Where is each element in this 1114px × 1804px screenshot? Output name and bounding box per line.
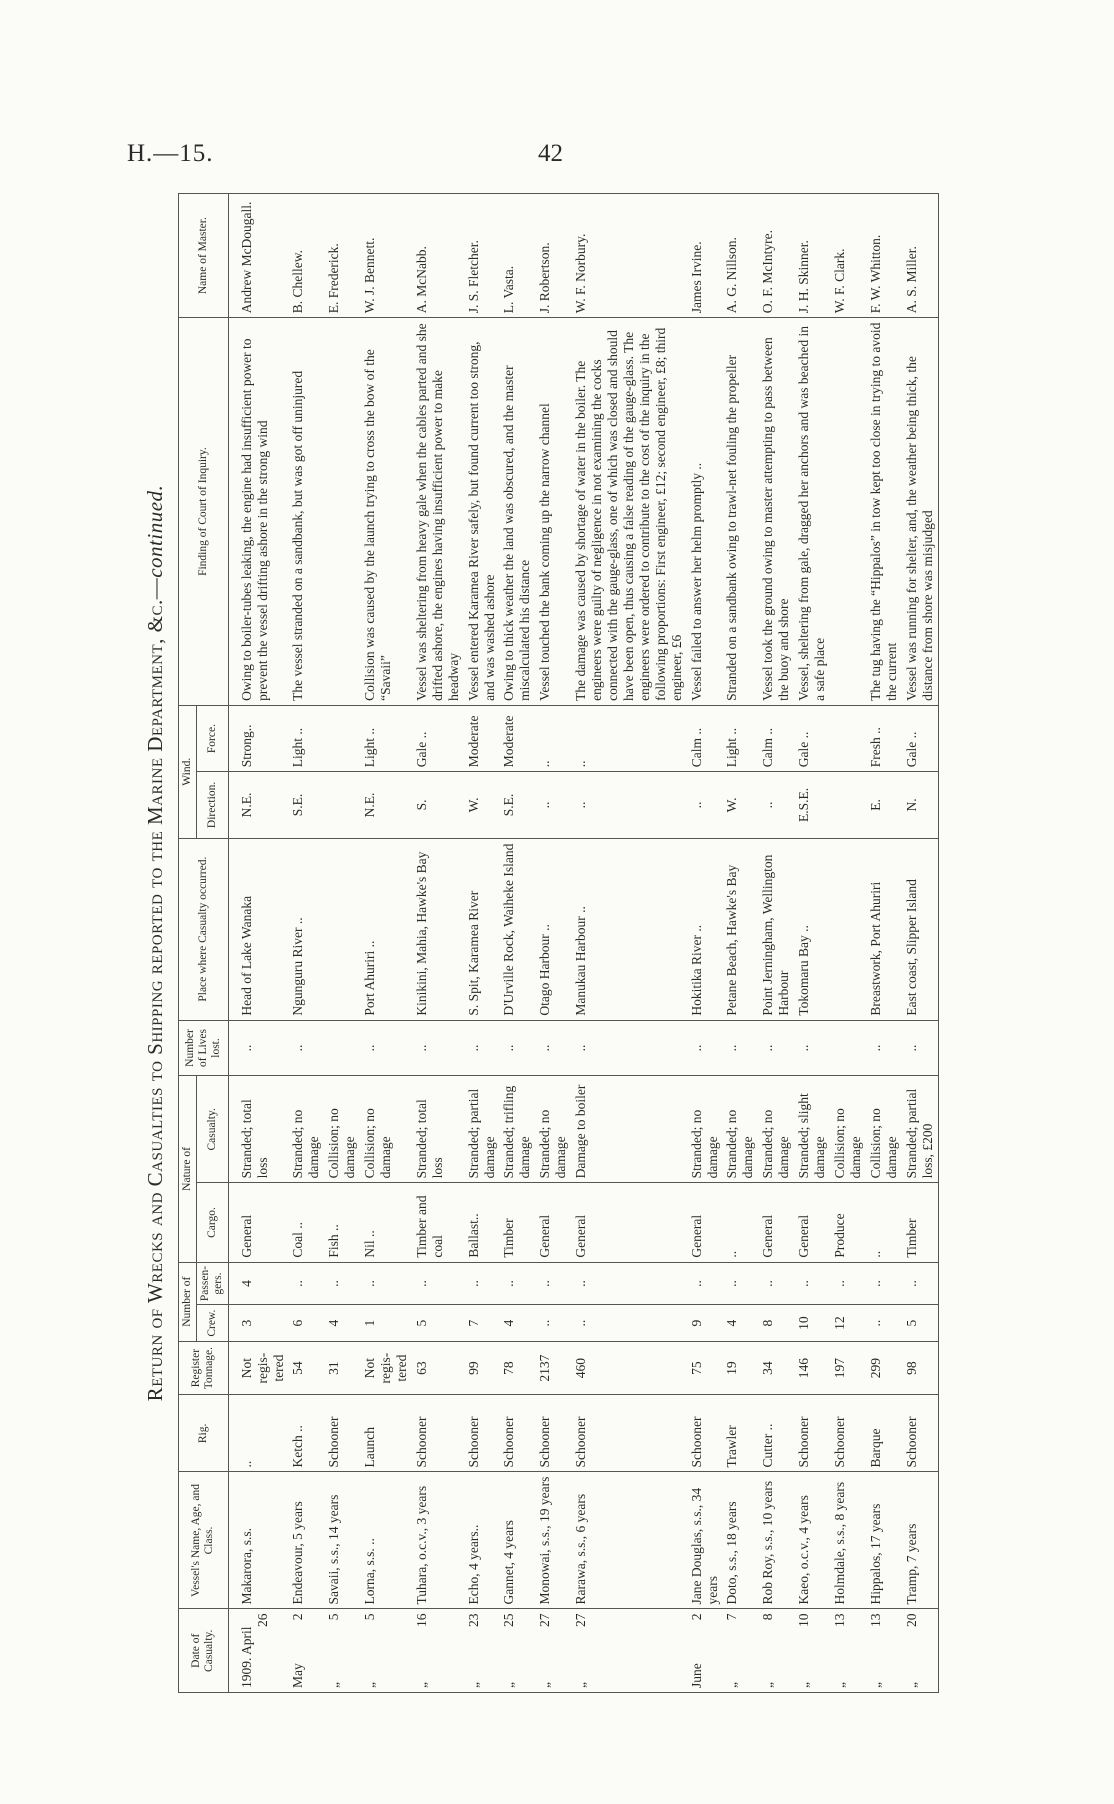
rig: Trawler	[722, 1395, 758, 1472]
lives-lost: ..	[902, 1020, 938, 1076]
tonnage: 98	[902, 1341, 938, 1395]
court-finding: Vessel touched the bank coming up the narrow channel	[535, 318, 571, 706]
wind-direction	[324, 772, 360, 838]
wind-force: Moderate	[499, 705, 535, 771]
tonnage: 31	[324, 1341, 360, 1395]
crew-count: 4	[499, 1305, 535, 1341]
wind-direction: N.E.	[228, 772, 288, 838]
passenger-count: ..	[360, 1262, 412, 1305]
lives-lost: ..	[866, 1020, 902, 1076]
place: Otago Harbour ..	[535, 838, 571, 1020]
date-day: 13	[867, 1613, 883, 1627]
cargo: General	[758, 1183, 794, 1262]
court-finding: The damage was caused by shortage of water in the boiler. The engineers were guilty of negligence in not examining the cocks connected with the gauge-glass, one of which was closed and should have been open, thus causing a false reading of the gauge-glass. The engineers were ordered to contribute to the cost of the inquiry in the following proportions: First engineer, £12; second engineer, £8; third engineer, £6	[571, 318, 686, 706]
cargo: General	[687, 1183, 723, 1262]
date-day: 10	[796, 1613, 812, 1627]
lives-lost: ..	[464, 1020, 500, 1076]
date-month: „	[326, 1682, 342, 1688]
tonnage: 460	[571, 1341, 686, 1395]
date-day: 16	[413, 1613, 429, 1627]
cargo: ..	[722, 1183, 758, 1262]
master-name: L. Vasta.	[499, 194, 535, 318]
wind-force: Light ..	[722, 705, 758, 771]
master-name: J. Robertson.	[535, 194, 571, 318]
court-finding: Vessel, sheltering from gale, dragged her anchors and was beached in a safe place	[794, 318, 830, 706]
date-month: June	[688, 1663, 704, 1688]
vessel-name: Hippalos, 17 years	[866, 1472, 902, 1609]
lives-lost: ..	[412, 1020, 464, 1076]
casualty: Stranded; trifling damage	[499, 1076, 535, 1183]
wind-force: Moderate	[464, 705, 500, 771]
date-day: 26	[254, 1613, 270, 1627]
title-continued: continued.	[143, 484, 167, 578]
tonnage: 63	[412, 1341, 464, 1395]
cargo: Timber	[499, 1183, 535, 1262]
vessel-name: Makarora, s.s.	[228, 1472, 288, 1609]
master-name: B. Chellew.	[288, 194, 324, 318]
date-day: 8	[760, 1613, 776, 1621]
master-name: A. G. Nillson.	[722, 194, 758, 318]
tonnage: Not regis-tered	[360, 1341, 412, 1395]
lives-lost: ..	[571, 1020, 686, 1076]
rig: Schooner	[499, 1395, 535, 1472]
table-row	[228, 194, 288, 1693]
date-cell	[687, 1609, 723, 1693]
crew-count: 8	[758, 1305, 794, 1341]
date-month: „	[724, 1682, 740, 1688]
lives-lost: ..	[722, 1020, 758, 1076]
table-row	[464, 194, 500, 1693]
rig: Schooner	[687, 1395, 723, 1472]
wind-direction	[830, 772, 866, 838]
rig: Schooner	[535, 1395, 571, 1472]
rig: ..	[228, 1395, 288, 1472]
date-month: „	[760, 1682, 776, 1688]
date-cell	[412, 1609, 464, 1693]
casualty: Stranded; no damage	[535, 1076, 571, 1183]
date-cell	[902, 1609, 938, 1693]
vessel-name: Holmdale, s.s., 8 years	[830, 1472, 866, 1609]
crew-count: 3	[228, 1305, 288, 1341]
date-cell	[866, 1609, 902, 1693]
place: Manukau Harbour ..	[571, 838, 686, 1020]
wind-direction: ..	[758, 772, 794, 838]
date-month: „	[903, 1682, 919, 1688]
passenger-count: ..	[902, 1262, 938, 1305]
header-finding: Finding of Court of Inquiry.	[179, 318, 229, 706]
place	[324, 838, 360, 1020]
casualty: Stranded; partial damage	[464, 1076, 500, 1183]
tonnage: 75	[687, 1341, 723, 1395]
wind-direction: ..	[571, 772, 686, 838]
court-finding: The tug having the “Hippalos” in tow kept too close in trying to avoid the current	[866, 318, 902, 706]
wind-direction: N.	[902, 772, 938, 838]
date-cell	[571, 1609, 686, 1693]
master-name: J. H. Skinner.	[794, 194, 830, 318]
wind-direction: S.	[412, 772, 464, 838]
wind-direction: ..	[687, 772, 723, 838]
crew-count: 7	[464, 1305, 500, 1341]
vessel-name: Doto, s.s., 18 years	[722, 1472, 758, 1609]
vessel-name: Tramp, 7 years	[902, 1472, 938, 1609]
wind-direction: E.S.E.	[794, 772, 830, 838]
crew-count: 4	[722, 1305, 758, 1341]
date-day: 25	[501, 1613, 517, 1627]
page-number: 42	[538, 140, 563, 167]
date-month: 1909. April	[238, 1626, 254, 1688]
cargo: General	[228, 1183, 288, 1262]
lives-lost	[324, 1020, 360, 1076]
crew-count: 9	[687, 1305, 723, 1341]
master-name: W. J. Bennett.	[360, 194, 412, 318]
tonnage: 19	[722, 1341, 758, 1395]
date-cell	[324, 1609, 360, 1693]
wind-force	[830, 705, 866, 771]
court-finding: Collision was caused by the launch trying to cross the bow of the “Savaii”	[360, 318, 412, 706]
date-day: 13	[832, 1613, 847, 1627]
crew-count: 5	[412, 1305, 464, 1341]
rig: Cutter ..	[758, 1395, 794, 1472]
date-day: 27	[537, 1613, 553, 1627]
rig: Schooner	[324, 1395, 360, 1472]
date-day: 2	[688, 1613, 704, 1621]
passenger-count: ..	[830, 1262, 866, 1305]
lives-lost: ..	[535, 1020, 571, 1076]
master-name: F. W. Whitton.	[866, 194, 902, 318]
header-direction: Direction.	[197, 772, 228, 838]
table-row	[360, 194, 412, 1693]
vessel-name: Kaeo, o.c.v., 4 years	[794, 1472, 830, 1609]
place: Port Ahuriri ..	[360, 838, 412, 1020]
date-cell	[499, 1609, 535, 1693]
cargo: Produce	[830, 1183, 866, 1262]
passenger-count: ..	[866, 1262, 902, 1305]
casualty: Collision; no damage	[360, 1076, 412, 1183]
lives-lost: ..	[687, 1020, 723, 1076]
cargo: General	[794, 1183, 830, 1262]
lives-lost: ..	[499, 1020, 535, 1076]
date-month: „	[796, 1682, 812, 1688]
rig: Schooner	[464, 1395, 500, 1472]
crew-count: 10	[794, 1305, 830, 1341]
header-number-of: Number of	[179, 1262, 197, 1341]
passenger-count: ..	[535, 1262, 571, 1305]
table-row	[324, 194, 360, 1693]
place: Hokitika River ..	[687, 838, 723, 1020]
cargo: ..	[866, 1183, 902, 1262]
vessel-name: Endeavour, 5 years	[288, 1472, 324, 1609]
wind-force: Light ..	[360, 705, 412, 771]
date-cell	[228, 1609, 288, 1693]
passenger-count: ..	[794, 1262, 830, 1305]
vessel-name: Jane Douglas, s.s., 34 years	[687, 1472, 723, 1609]
lives-lost: ..	[228, 1020, 288, 1076]
wind-force: Gale ..	[794, 705, 830, 771]
passenger-count: ..	[722, 1262, 758, 1305]
crew-count: 1	[360, 1305, 412, 1341]
passenger-count: ..	[464, 1262, 500, 1305]
header-vessel: Vessel's Name, Age, and Class.	[179, 1472, 229, 1609]
vessel-name: Echo, 4 years..	[464, 1472, 500, 1609]
table-row	[571, 194, 686, 1693]
place: D'Urville Rock, Waiheke Island	[499, 838, 535, 1020]
lives-lost: ..	[288, 1020, 324, 1076]
header-rig: Rig.	[179, 1395, 229, 1472]
table-row	[794, 194, 830, 1693]
crew-count: ..	[866, 1305, 902, 1341]
wind-direction: S.E.	[499, 772, 535, 838]
header-casualty: Casualty.	[197, 1076, 228, 1183]
header-nature-of: Nature of	[179, 1076, 197, 1262]
casualty-table	[178, 193, 939, 1693]
table-row	[535, 194, 571, 1693]
wind-direction: W.	[722, 772, 758, 838]
wind-force: Calm ..	[687, 705, 723, 771]
tonnage: 2137	[535, 1341, 571, 1395]
casualty: Stranded; no damage	[288, 1076, 324, 1183]
master-name: E. Frederick.	[324, 194, 360, 318]
crew-count: 4	[324, 1305, 360, 1341]
wind-direction: N.E.	[360, 772, 412, 838]
table-row	[902, 194, 938, 1693]
casualty: Collision; no damage	[866, 1076, 902, 1183]
date-month: „	[413, 1682, 429, 1688]
date-month: „	[362, 1682, 378, 1688]
date-cell	[722, 1609, 758, 1693]
cargo: Ballast..	[464, 1183, 500, 1262]
crew-count: 5	[902, 1305, 938, 1341]
crew-count: 12	[830, 1305, 866, 1341]
date-cell	[360, 1609, 412, 1693]
crew-count: 6	[288, 1305, 324, 1341]
cargo: Timber	[902, 1183, 938, 1262]
rotated-table-page	[132, 193, 987, 1693]
date-cell	[288, 1609, 324, 1693]
master-name: J. S. Fletcher.	[464, 194, 500, 318]
wind-force: Light ..	[288, 705, 324, 771]
rig: Launch	[360, 1395, 412, 1472]
master-name: W. F. Clark.	[830, 194, 866, 318]
place: S. Spit, Karamea River	[464, 838, 500, 1020]
wind-force: Calm ..	[758, 705, 794, 771]
date-day: 27	[573, 1613, 589, 1627]
wind-force: Gale ..	[412, 705, 464, 771]
page-reference: H.—15.	[127, 140, 214, 167]
casualty: Collision; no damage	[324, 1076, 360, 1183]
date-cell	[794, 1609, 830, 1693]
wind-force: ..	[571, 705, 686, 771]
header-place: Place where Casualty occurred.	[179, 838, 229, 1020]
casualty: Damage to boiler	[571, 1076, 686, 1183]
vessel-name: Tuhara, o.c.v., 3 years	[412, 1472, 464, 1609]
passenger-count: ..	[412, 1262, 464, 1305]
place: East coast, Slipper Island	[902, 838, 938, 1020]
court-finding	[324, 318, 360, 706]
date-cell	[758, 1609, 794, 1693]
date-month: „	[867, 1682, 883, 1688]
master-name: O. F. McIntyre.	[758, 194, 794, 318]
passenger-count: ..	[499, 1262, 535, 1305]
cargo: General	[571, 1183, 686, 1262]
vessel-name: Gannet, 4 years	[499, 1472, 535, 1609]
date-day: 20	[903, 1613, 919, 1627]
tonnage: 299	[866, 1341, 902, 1395]
master-name: James Irvine.	[687, 194, 723, 318]
vessel-name: Monowai, s.s., 19 years	[535, 1472, 571, 1609]
passenger-count: 4	[228, 1262, 288, 1305]
cargo: Nil ..	[360, 1183, 412, 1262]
master-name: W. F. Norbury.	[571, 194, 686, 318]
wind-force: Strong..	[228, 705, 288, 771]
wind-force: Gale ..	[902, 705, 938, 771]
court-finding: Owing to boiler-tubes leaking, the engine had insufficient power to prevent the vessel drifting ashore in the strong wind	[228, 318, 288, 706]
court-finding: Vessel entered Karamea River safely, but found current too strong, and was washed ashore	[464, 318, 500, 706]
casualty: Stranded; total loss	[412, 1076, 464, 1183]
casualty: Stranded; partial loss, £200	[902, 1076, 938, 1183]
court-finding: The vessel stranded on a sandbank, but was got off uninjured	[288, 318, 324, 706]
vessel-name: Savaii, s.s., 14 years	[324, 1472, 360, 1609]
casualty: Stranded; no damage	[687, 1076, 723, 1183]
tonnage: 197	[830, 1341, 866, 1395]
header-wind: Wind.	[179, 705, 197, 838]
table-row	[687, 194, 723, 1693]
place: Petane Beach, Hawke's Bay	[722, 838, 758, 1020]
place	[830, 838, 866, 1020]
casualty: Stranded; slight damage	[794, 1076, 830, 1183]
passenger-count: ..	[288, 1262, 324, 1305]
title-main: Return of Wrecks and Casualties to Shipping reported to the Marine Department, &c.—	[143, 577, 167, 1402]
lives-lost: ..	[360, 1020, 412, 1076]
table-row	[288, 194, 324, 1693]
table-title	[132, 193, 178, 1693]
wind-force	[324, 705, 360, 771]
place: Ngunguru River ..	[288, 838, 324, 1020]
place: Point Jerningham, Wellington Harbour	[758, 838, 794, 1020]
lives-lost	[830, 1020, 866, 1076]
tonnage: 99	[464, 1341, 500, 1395]
wind-direction: ..	[535, 772, 571, 838]
court-finding	[830, 318, 866, 706]
rig: Barque	[866, 1395, 902, 1472]
date-day: 5	[362, 1613, 378, 1621]
rig: Schooner	[794, 1395, 830, 1472]
court-finding: Vessel failed to answer her helm promptly ..	[687, 318, 723, 706]
wind-force: ..	[535, 705, 571, 771]
rig: Schooner	[902, 1395, 938, 1472]
header-cargo: Cargo.	[197, 1183, 228, 1262]
court-finding: Owing to thick weather the land was obscured, and the master miscalculated his distance	[499, 318, 535, 706]
date-cell	[464, 1609, 500, 1693]
date-day: 23	[465, 1613, 481, 1627]
date-month: „	[501, 1682, 517, 1688]
tonnage: 54	[288, 1341, 324, 1395]
master-name: Andrew McDougall.	[228, 194, 288, 318]
date-month: May	[290, 1663, 306, 1688]
court-finding: Vessel was running for shelter, and, the weather being thick, the distance from shore was misjudged	[902, 318, 938, 706]
header-force: Force.	[197, 705, 228, 771]
casualty: Stranded; total loss	[228, 1076, 288, 1183]
place: Tokomaru Bay ..	[794, 838, 830, 1020]
wind-force: Fresh ..	[866, 705, 902, 771]
header-date: Date of Casualty.	[179, 1609, 229, 1693]
lives-lost: ..	[758, 1020, 794, 1076]
court-finding: Vessel took the ground owing to master attempting to pass between the buoy and shore	[758, 318, 794, 706]
passenger-count: ..	[687, 1262, 723, 1305]
date-month: „	[832, 1682, 847, 1688]
table-row	[412, 194, 464, 1693]
tonnage: 34	[758, 1341, 794, 1395]
vessel-name: Rarawa, s.s., 6 years	[571, 1472, 686, 1609]
cargo: Fish ..	[324, 1183, 360, 1262]
rig: Schooner	[412, 1395, 464, 1472]
date-month: „	[537, 1682, 553, 1688]
table-row	[866, 194, 902, 1693]
date-cell	[535, 1609, 571, 1693]
casualty: Stranded; no damage	[758, 1076, 794, 1183]
table-row	[722, 194, 758, 1693]
lives-lost: ..	[794, 1020, 830, 1076]
header-tonnage: Register Tonnage.	[179, 1341, 229, 1395]
cargo: Coal ..	[288, 1183, 324, 1262]
place: Breastwork, Port Ahuriri	[866, 838, 902, 1020]
wind-direction: W.	[464, 772, 500, 838]
table-row	[830, 194, 866, 1693]
passenger-count: ..	[758, 1262, 794, 1305]
cargo: General	[535, 1183, 571, 1262]
court-finding: Stranded on a sandbank owing to trawl-net fouling the propeller	[722, 318, 758, 706]
passenger-count: ..	[571, 1262, 686, 1305]
date-month: „	[573, 1682, 589, 1688]
date-day: 7	[724, 1613, 740, 1621]
date-day: 2	[290, 1613, 306, 1621]
table-body	[228, 194, 938, 1693]
rig: Schooner	[571, 1395, 686, 1472]
table-row	[758, 194, 794, 1693]
tonnage: 78	[499, 1341, 535, 1395]
court-finding: Vessel was sheltering from heavy gale when the cables parted and she drifted ashore, the engines having insufficient power to make headway	[412, 318, 464, 706]
header-lives-lost: Number of Lives lost.	[179, 1020, 229, 1076]
casualty: Collision; no damage	[830, 1076, 866, 1183]
tonnage: Not regis-tered	[228, 1341, 288, 1395]
rig: Schooner	[830, 1395, 866, 1472]
wind-direction: S.E.	[288, 772, 324, 838]
wind-direction: E.	[866, 772, 902, 838]
crew-count: ..	[535, 1305, 571, 1341]
tonnage: 146	[794, 1341, 830, 1395]
cargo: Timber and coal	[412, 1183, 464, 1262]
passenger-count: ..	[324, 1262, 360, 1305]
place: Kinikini, Mahia, Hawke's Bay	[412, 838, 464, 1020]
vessel-name: Lorna, s.s. ..	[360, 1472, 412, 1609]
master-name: A. McNabb.	[412, 194, 464, 318]
table-row	[499, 194, 535, 1693]
date-month: „	[465, 1682, 481, 1688]
header-crew: Crew.	[197, 1305, 228, 1341]
casualty: Stranded; no damage	[722, 1076, 758, 1183]
vessel-name: Rob Roy, s.s., 10 years	[758, 1472, 794, 1609]
header-master: Name of Master.	[179, 194, 229, 318]
date-day: 5	[326, 1613, 342, 1621]
date-cell	[830, 1609, 866, 1693]
header-passengers: Passen-gers.	[197, 1262, 228, 1305]
crew-count: ..	[571, 1305, 686, 1341]
rig: Ketch ..	[288, 1395, 324, 1472]
master-name: A. S. Miller.	[902, 194, 938, 318]
place: Head of Lake Wanaka	[228, 838, 288, 1020]
